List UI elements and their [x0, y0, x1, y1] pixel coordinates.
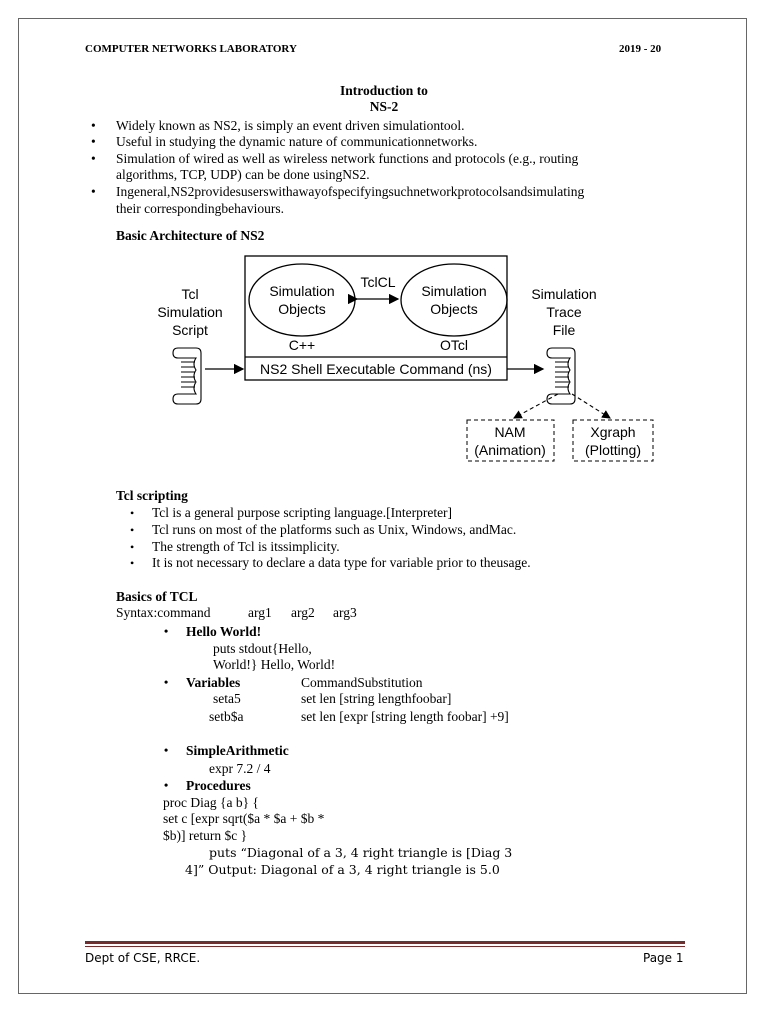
sim-obj-left-2: Objects [278, 301, 326, 317]
page-title: Introduction to [340, 83, 428, 98]
otcl-label: OTcl [440, 337, 468, 353]
arch-heading: Basic Architecture of NS2 [116, 228, 265, 243]
proc-code-2: set c [expr sqrt($a * $a + $b * [163, 811, 325, 826]
arith-heading: • SimpleArithmetic [164, 743, 289, 758]
trace-label-1: Simulation [531, 286, 597, 302]
ns2-architecture-diagram [0, 0, 768, 480]
footer-rule [85, 941, 685, 944]
proc-code-3: $b)] return $c } [163, 828, 248, 843]
bullet-dot: • [164, 624, 169, 638]
syntax-arg3: arg3 [333, 605, 357, 620]
sim-obj-right-2: Objects [430, 301, 478, 317]
sim-obj-left-1: Simulation [269, 283, 335, 299]
intro-bullet: • Widely known as NS2, is simply an event driven simulationtool. [91, 118, 465, 133]
bullet-dot: • [164, 778, 169, 792]
variables-cmd-sub: CommandSubstitution [301, 675, 423, 690]
bullet-dot: • [91, 151, 96, 166]
tcl-script-3: Script [172, 322, 208, 338]
bullet-dot: • [130, 556, 135, 570]
cpp-label: C++ [288, 337, 316, 353]
syntax-label: Syntax:command [116, 605, 211, 620]
proc-code-1: proc Diag {a b} { [163, 795, 259, 810]
variables-code-r1: set len [string lengthfoobar] [301, 691, 452, 706]
tcl-heading: Tcl scripting [116, 488, 188, 503]
intro-bullet: • Simulation of wired as well as wireless network functions and protocols (e.g., routing [91, 151, 579, 166]
procedures-heading: • Procedures [164, 778, 251, 793]
proc-code-5: 4]” Output: Diagonal of a 3, 4 right triangle is 5.0 [185, 862, 500, 877]
nam-label-2: (Animation) [474, 442, 546, 458]
footer-page: Page 1 [643, 951, 684, 965]
xgraph-label-1: Xgraph [590, 424, 636, 440]
header-year: 2019 - 20 [619, 43, 662, 55]
intro-bullet: • Useful in studying the dynamic nature of communicationnetworks. [91, 134, 478, 149]
bullet-dot: • [91, 118, 96, 133]
basics-heading: Basics of TCL [116, 589, 198, 604]
nam-label-1: NAM [494, 424, 526, 440]
tcl-bullet: • Tcl runs on most of the platforms such as Unix, Windows, andMac. [130, 522, 517, 537]
sim-objects-otcl [401, 264, 507, 336]
trace-label-2: Trace [546, 304, 582, 320]
tcl-bullet: • It is not necessary to declare a data type for variable prior to theusage. [130, 555, 531, 570]
tclcl-label: TclCL [360, 274, 396, 290]
variables-code-l1: seta5 [213, 691, 241, 706]
hello-heading: • Hello World! [164, 624, 262, 639]
intro-bullet: • Ingeneral,NS2providesuserswithawayofspecifyingsuchnetworkprotocolsandsimulating [91, 184, 585, 199]
bullet-dot: • [91, 184, 96, 199]
trace-to-xgraph-arrow [572, 394, 610, 418]
script-scroll-icon [173, 348, 201, 404]
header-course: COMPUTER NETWORKS LABORATORY [85, 43, 297, 55]
bullet-dot: • [130, 506, 135, 520]
trace-label-3: File [552, 322, 576, 338]
trace-to-nam-arrow [514, 394, 558, 418]
xgraph-label-2: (Plotting) [584, 442, 642, 458]
bullet-dot: • [91, 134, 96, 149]
footer-dept: Dept of CSE, RRCE. [85, 951, 201, 965]
page-subtitle: NS-2 [369, 99, 399, 114]
footer-rule-thin [85, 946, 685, 947]
syntax-arg2: arg2 [291, 605, 315, 620]
trace-scroll-icon [547, 348, 575, 404]
syntax-arg1: arg1 [248, 605, 272, 620]
variables-code-l2: setb$a [209, 709, 244, 724]
bullet-dot: • [164, 675, 169, 689]
tcl-bullet: • Tcl is a general purpose scripting language.[Interpreter] [130, 505, 453, 520]
hello-code-1: puts stdout{Hello, [213, 641, 312, 656]
intro-bullet-cont: algorithms, TCP, UDP) can be done usingNS2. [116, 167, 370, 182]
proc-code-4: puts “Diagonal of a 3, 4 right triangle is [Diag 3 [209, 845, 513, 860]
variables-heading: • Variables [164, 675, 241, 690]
tcl-script-2: Simulation [157, 304, 223, 320]
arith-code: expr 7.2 / 4 [209, 761, 271, 776]
sim-obj-right-1: Simulation [421, 283, 487, 299]
variables-code-r2: set len [expr [string length foobar] +9] [301, 709, 509, 724]
intro-bullet-cont: their correspondingbehaviours. [116, 201, 284, 216]
bullet-dot: • [130, 540, 135, 554]
hello-code-2: World!} Hello, World! [213, 657, 336, 672]
tcl-bullet: • The strength of Tcl is itssimplicity. [130, 539, 340, 554]
sim-objects-cpp [249, 264, 355, 336]
shell-label: NS2 Shell Executable Command (ns) [260, 361, 492, 377]
bullet-dot: • [164, 743, 169, 757]
tcl-script-1: Tcl [181, 286, 199, 302]
bullet-dot: • [130, 523, 135, 537]
